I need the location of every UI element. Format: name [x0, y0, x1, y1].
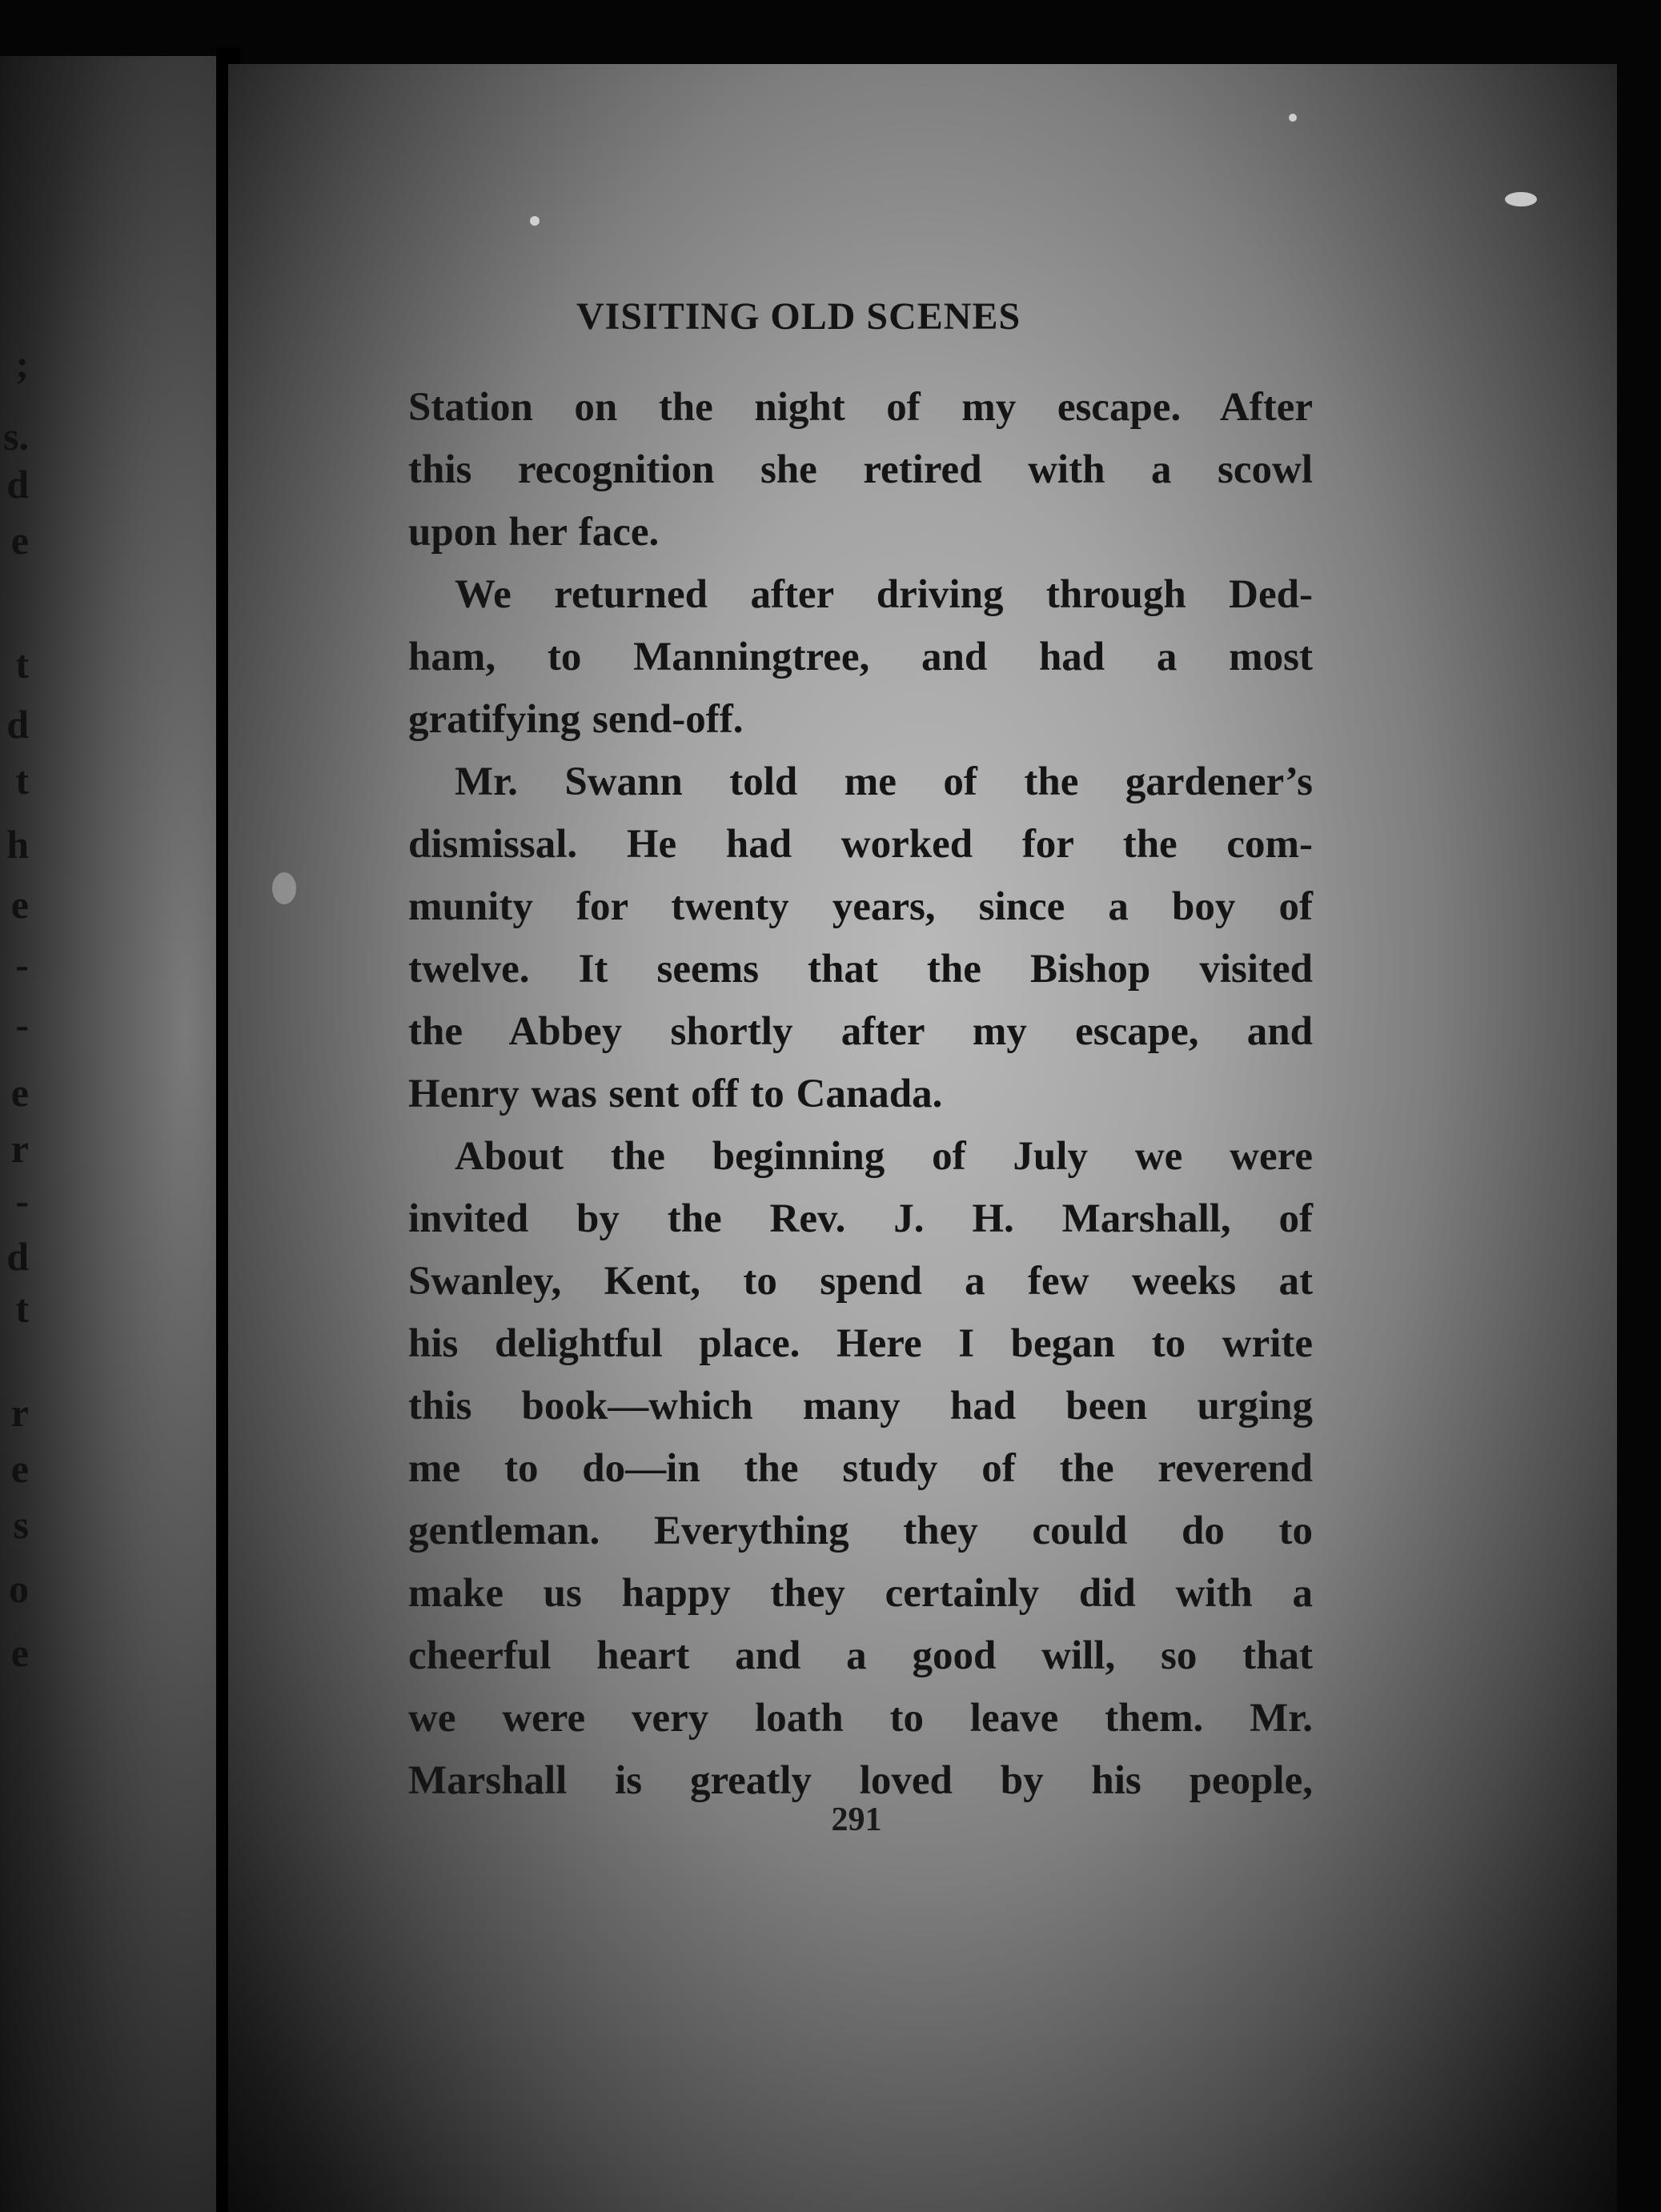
- left-page-edge-glyph: r: [10, 1390, 29, 1435]
- text-line: Henry was sent off to Canada.: [408, 1072, 943, 1116]
- page-number: 291: [831, 1801, 882, 1838]
- left-page-edge-glyph: o: [9, 1566, 29, 1611]
- text-line: twelve. It seems that the Bishop visited: [408, 947, 1313, 992]
- text-line: dismissal. He had worked for the com-: [408, 822, 1313, 867]
- left-page-edge-glyph: d: [6, 1234, 29, 1279]
- left-page-edge-glyph: t: [15, 642, 29, 687]
- paper-speck: [1289, 114, 1297, 122]
- paper-speck: [1505, 192, 1537, 206]
- left-page-edge-glyph: e: [10, 1446, 29, 1491]
- left-page-edge-glyph: -: [15, 942, 29, 987]
- text-line: Station on the night of my escape. After: [408, 385, 1313, 430]
- left-page-edge-glyph: e: [10, 1070, 29, 1115]
- left-page-edge-glyph: r: [10, 1126, 29, 1171]
- body-text: [408, 376, 1313, 1812]
- text-line: Marshall is greatly loved by his people,: [408, 1758, 1313, 1803]
- text-line: We returned after driving through Ded-: [455, 572, 1313, 617]
- left-page-edge-glyph: t: [15, 758, 29, 803]
- paper-speck: [272, 872, 296, 904]
- left-page-edge-glyph: -: [15, 1002, 29, 1047]
- left-page-edge-glyph: d: [6, 462, 29, 507]
- paper-speck: [530, 216, 540, 226]
- text-line: invited by the Rev. J. H. Marshall, of: [408, 1196, 1313, 1241]
- left-facing-page: [0, 56, 232, 2212]
- left-page-edge-glyph: -: [15, 1178, 29, 1223]
- left-page-edge-glyph: e: [10, 518, 29, 563]
- left-page-edge-glyph: e: [10, 882, 29, 927]
- left-page-edge-glyph: t: [15, 1286, 29, 1331]
- running-head: VISITING OLD SCENES: [576, 295, 1021, 338]
- left-page-edge-glyph: e: [10, 1630, 29, 1675]
- text-line: his delightful place. Here I began to write: [408, 1321, 1313, 1366]
- text-line: this book—which many had been urging: [408, 1384, 1313, 1429]
- text-line: me to do—in the study of the reverend: [408, 1446, 1313, 1491]
- text-line: make us happy they certainly did with a: [408, 1571, 1313, 1616]
- text-line: Mr. Swann told me of the gardener’s: [455, 759, 1313, 804]
- left-page-edge-glyph: d: [6, 702, 29, 747]
- text-line: upon her face.: [408, 510, 660, 555]
- text-line: cheerful heart and a good will, so that: [408, 1633, 1313, 1678]
- left-page-edge-glyph: s.: [3, 414, 29, 459]
- text-line: the Abbey shortly after my escape, and: [408, 1009, 1313, 1054]
- text-line: ham, to Manningtree, and had a most: [408, 635, 1313, 679]
- text-line: munity for twenty years, since a boy of: [408, 884, 1313, 929]
- text-line: gentleman. Everything they could do to: [408, 1509, 1313, 1553]
- left-page-edge-glyph: h: [6, 822, 29, 867]
- text-line: we were very loath to leave them. Mr.: [408, 1696, 1313, 1741]
- left-page-edge-glyph: s: [13, 1502, 29, 1547]
- text-line: this recognition she retired with a scowl: [408, 447, 1313, 492]
- text-line: gratifying send-off.: [408, 697, 744, 742]
- text-line: Swanley, Kent, to spend a few weeks at: [408, 1259, 1313, 1304]
- left-page-edge-text: [0, 56, 232, 2212]
- text-line: About the beginning of July we were: [455, 1134, 1313, 1179]
- left-page-edge-glyph: ;: [15, 342, 29, 387]
